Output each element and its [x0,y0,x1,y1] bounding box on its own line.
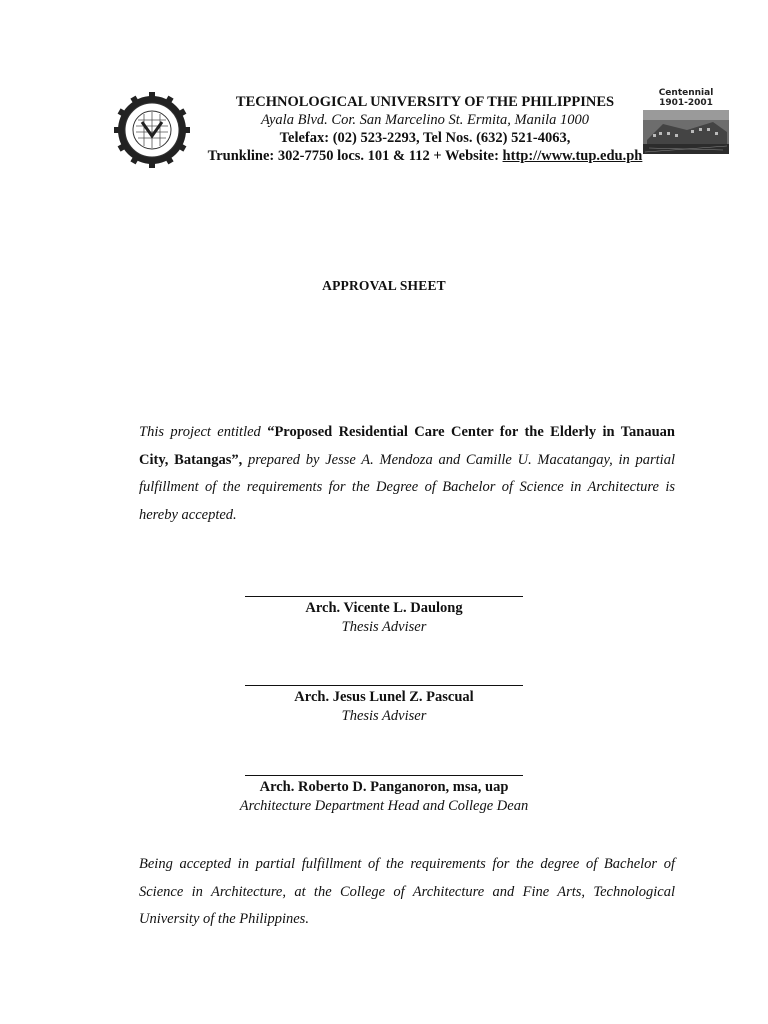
signature-line [245,685,523,686]
university-name: TECHNOLOGICAL UNIVERSITY OF THE PHILIPPINES [235,94,615,110]
acceptance-paragraph: Being accepted in partial fulfillment of the requirements for the degree of Bachelor of Science in Architecture, at the College of Architecture and Fine Arts, Technological University of the Philippines. [139,856,675,927]
signatory-role: Architecture Department Head and College Dean [239,798,529,814]
letterhead [160,93,690,165]
signatory-role: Thesis Adviser [341,708,427,724]
centennial-label: Centennial [658,88,714,98]
approval-paragraph [139,419,675,529]
signature-line [245,775,523,776]
signatory-name: Arch. Vicente L. Daulong [305,600,463,616]
centennial-years: 1901-2001 [659,98,713,108]
signature-block [0,596,768,637]
signatory-role: Thesis Adviser [341,619,427,635]
approval-intro: This project entitled [139,424,268,440]
signature-block [0,775,768,816]
trunkline-line [160,147,690,165]
approval-rest: prepared by Jesse A. Mendoza and Camille U. Macatangay, in partial fulfillment of the requirements for the Degree of Bachelor of Science in Architecture is hereby accepted. [139,451,675,523]
page-title: APPROVAL SHEET [322,278,446,293]
centennial-badge [642,88,730,158]
signature-line [245,596,523,597]
signatory-name: Arch. Jesus Lunel Z. Pascual [294,689,474,705]
signature-block [0,685,768,726]
website-link[interactable]: http://www.tup.edu.ph [502,148,643,164]
telefax-line: Telefax: (02) 523-2293, Tel Nos. (632) 521-4063, [279,130,571,146]
trunkline-text: Trunkline: 302-7750 locs. 101 & 112 + Website: [207,148,503,164]
university-address: Ayala Blvd. Cor. San Marcelino St. Ermita, Manila 1000 [260,112,590,128]
campus-photo [643,110,729,154]
project-title: “Proposed Residential Care Center for the Elderly in Tanauan City, Batangas”, [139,424,675,468]
signatory-name: Arch. Roberto D. Panganoron, msa, uap [259,779,509,795]
